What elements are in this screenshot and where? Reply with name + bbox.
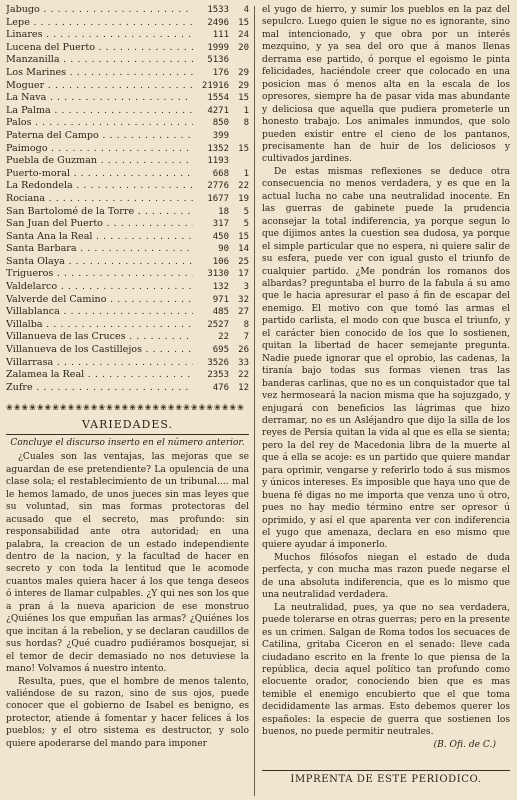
town-value: 5136 [207,55,229,66]
town-value: 2776 [207,181,229,192]
town-number: 33 [238,357,249,368]
town-name: Puebla de Guzman . . . [6,155,193,168]
town-name: Jabugo . . . [6,4,193,17]
town-name: Valdelarco . . . [6,281,193,294]
town-value: 21916 [201,80,229,91]
town-name: Villalba . . . [6,319,193,332]
town-number: 15 [238,143,249,154]
town-name: Puerto-moral . . . [6,168,193,181]
town-value: 111 [212,30,229,41]
table-row [6,4,249,17]
table-row [6,42,249,55]
town-number: 1 [243,168,249,179]
town-name: Trigueros . . . [6,268,193,281]
town-number: 29 [238,80,249,91]
town-name: Santa Ana la Real . . . [6,231,193,244]
town-name: Villarrasa . . . [6,357,193,370]
town-value: 2527 [207,319,229,330]
article-paragraph: Muchos filósofos niegan el estado de duda perfecta, y con mucha mas razon puede negarse el de una absoluta indiferencia, que es lo mismo que una neutralidad verdadera. [262,552,510,601]
table-row [6,369,249,382]
population-table [6,4,249,394]
town-number: 3 [243,282,249,293]
town-number: 20 [238,42,249,53]
table-row [6,319,249,332]
table-row [6,206,249,219]
town-value: 668 [212,168,229,179]
town-number: 12 [238,382,249,393]
table-row [6,143,249,156]
town-value: 1533 [207,5,229,15]
section-subtitle: Concluye el discurso inserto en el número anterior. [10,438,245,449]
column-rule [254,6,255,796]
town-number: 5 [243,219,249,230]
town-number: 25 [238,256,249,267]
town-number: 7 [243,332,249,343]
article-paragraph: De estas mismas reflexiones se deduce otra consecuencia no menos verdadera, y es que en la actual lucha no cabe una neutralidad inocente. En las guerras de gabinete puede la prudencia aconsejar la total indiferencia, ya porque segun lo que dijimos antes la cuestion sea dudosa, ya porque el simple particular que no espera, ni quiere salir de su esfera, puede ver con igual gusto el triunfo de cualquier partido. ¿Me pondrán los romanos dos albardas? preguntaba el burro de la fabula á su amo que le hacia apresurar el paso á fin de escapar del enemigo. El motivo con que tomó las armas el partido carlista, el modo con que busca el triunfo, y el carácter bien conocido de los que lo sostienen, quitan la libertad de hacer semejante pregunta. Nadie puede ignorar que el oprobio, las cadenas, la tiranía bajo todas sus formas vienen tras las banderas carlinas, que no es un conquistador que tal vez hermoseará la nacion misma que ha sojuzgado, y enjugará con beneficios las lágrimas que hizo derramar, no es un Asléjandro que dijo la silla de los reyes de Persia quitan la vida al que es ella se sienta; pero la del rey de Macedonia libra de la muerte al que á ella se acoje: es un partido que quiere mandar para oprimir, vengarse y referirlo todo á sus mismos y únicos intereses. Es imposible que haya uno que de buena fé digas no me importa que venza uno ú otro, pues no hay medio término entre ser opresor ú oprimido, y así el que aparenta ver con indiferencia el yugo que amenaza, declara en eso mismo que quiere ayudar á imponerlo. [262,166,510,551]
town-value: 90 [218,244,229,255]
article-paragraph: Resulta, pues, que el hombre de menos talento, valiéndose de su razon, sino de sus ojos, puede conocer que el gobierno de Isabel es benigno, es protector, atiende á fomentar y hacer felices á los pueblos; y el otro sistema es destructor, y solo quiere apoderarse del mando para imponer [6,676,249,749]
table-row [6,357,249,370]
town-number: 22 [238,181,249,192]
imprint-footer: IMPRENTA DE ESTE PERIODICO. [262,770,510,785]
town-name: Palos . . . [6,117,193,130]
town-value: 450 [212,231,229,242]
town-value: 971 [212,294,229,305]
town-value: 22 [218,332,229,343]
town-name: Manzanilla . . . [6,54,193,67]
section-title: VARIEDADES. [81,418,174,432]
town-number: 8 [243,319,249,330]
town-value: 1352 [207,143,229,154]
left-article-body [6,451,249,750]
article-paragraph: ¿Cuales son las ventajas, las mejoras que se aguardan de ese pretendiente? La opulencia de una clase sola; el restablecimiento de un tribunal.... mal le hemos lamado, de unos jueces sin mas leyes que su voluntad, sin mas formas protectoras del acusado que el secreto, mas profundo: sin responsabilidad ante otra autoridad; en una palabra, la creacion de un estado independiente dentro de la nacion, y la facultad de hacer en secreto y con toda la lentitud que le acomode cuantos males quiera hacer á los que tenga deseos ó interes de llamar culpables. ¿Y qui nes son los que a pran á la nueva aparicion de ese monstruo ¿Quiénes los que empuñan las armas? ¿Quiénes los que incitan á la rebelion, y se declaran caudillos de sus hordas? ¿Qué cuadro pudiéramos bosquejar, si el temor de decir demasiado no nos detuviese la mano! Volvamos á nuestro intento. [6,452,249,675]
town-value: 4271 [207,105,229,116]
town-number: 15 [238,93,249,104]
town-number: 27 [238,307,249,318]
town-value: 1193 [207,156,229,167]
town-name: Zufre . . . [6,382,193,395]
town-name: Villanueva de las Cruces . . . [6,331,193,344]
table-row [6,231,249,244]
town-value: 485 [212,307,229,318]
town-name: San Juan del Puerto . . . [6,218,193,231]
town-number: 32 [238,294,249,305]
town-name: Santa Barbara . . . [6,243,193,256]
town-number: 17 [238,269,249,280]
table-row [6,80,249,93]
town-value: 476 [212,382,229,393]
title-rule [6,434,249,435]
table-row [6,105,249,118]
table-row [6,67,249,80]
left-column [6,4,249,750]
table-row [6,168,249,181]
table-row [6,54,249,67]
town-value: 132 [212,282,229,293]
table-row [6,294,249,307]
town-name: Zalamea la Real . . . [6,369,193,382]
town-name: Moguer . . . [6,80,193,93]
town-number: 8 [243,118,249,129]
table-row [6,243,249,256]
town-value: 3526 [207,357,229,368]
town-value: 850 [212,118,229,129]
town-number: 15 [238,231,249,242]
town-name: Paterna del Campo . . . [6,130,193,143]
town-number: 19 [238,193,249,204]
right-column [262,4,510,751]
table-row [6,382,249,395]
table-row [6,92,249,105]
ornament-divider: ❀❀❀❀❀❀❀❀❀❀❀❀❀❀❀❀❀❀❀❀❀❀❀❀❀❀❀❀❀❀❀ [6,404,245,413]
town-name: La Nava . . . [6,92,193,105]
town-name: La Redondela . . . [6,180,193,193]
town-value: 106 [212,256,229,267]
town-value: 317 [212,219,229,230]
town-number: 26 [238,345,249,356]
town-name: Linares . . . [6,29,193,42]
town-name: Villanueva de los Castillejos . . . [6,344,193,357]
signature: (B. Ofi. de C.) [433,739,496,750]
town-value: 2353 [207,370,229,381]
town-name: Villablanca . . . [6,306,193,319]
town-name: Santa Olaya . . . [6,256,193,269]
table-row [6,306,249,319]
table-row [6,193,249,206]
town-number: 22 [238,370,249,381]
table-row [6,281,249,294]
town-number: 15 [238,17,249,28]
right-article-body [262,4,510,739]
town-value: 2496 [207,17,229,28]
town-name: San Bartolomé de la Torre . . . [6,206,193,219]
town-number: 5 [243,206,249,217]
town-name: Paimogo . . . [6,143,193,156]
town-name: Los Marines . . . [6,67,193,80]
town-number: 14 [238,244,249,255]
town-name: Valverde del Camino . . . [6,294,193,307]
town-name: Lucena del Puerto . . . [6,42,193,55]
table-row [6,29,249,42]
table-row [6,155,249,168]
town-number: 29 [238,67,249,78]
table-row [6,256,249,269]
article-paragraph: el yugo de hierro, y sumir los pueblos en la paz del sepulcro. Luego quien le sigue no es ignorante, sino mal intencionado, y que obra por un interés mezquino, y ya sea del oro que á manos llenas derrama ese partido, ó porque el egoismo le pinta felicidades, haciéndole creer que colocado en una posicion mas ó menos alta en la escala de los opresores, siempre ha de pasar vida mas abundante y deliciosa que aquella que pudiera prometerle un honesto trabajo. Los animales inmundos, que solo pueden existir entre el cieno de los pantanos, precisamente han de huir de los deliciosos y cultivados jardines. [262,5,510,165]
town-number: 1 [243,105,249,116]
table-row [6,17,249,30]
article-paragraph: La neutralidad, pues, ya que no sea verdadera, puede tolerarse en otras guerras; pero en la presente es un crimen. Salgan de Roma todos los secuaces de Catilina, gritaba Ciceron en el senado: lleve cada ciudadano escrito en la frente lo que piensa de la república, decia aquel político tan profundo como elocuente orador, conociendo bien que es mas temible el enemigo encubierto que el que toma decididamente las armas. Esto debemos querer los españoles: la especie de guerra que sostienen los buenos, no puede permitir neutrales. [262,602,510,738]
town-value: 3130 [207,269,229,280]
town-value: 399 [212,130,229,141]
table-row [6,268,249,281]
town-value: 1554 [207,93,229,104]
table-row [6,130,249,143]
town-name: Rociana . . . [6,193,193,206]
table-row [6,180,249,193]
town-value: 18 [218,206,229,217]
town-value: 1999 [207,42,229,53]
table-row [6,344,249,357]
table-row [6,218,249,231]
table-row [6,331,249,344]
town-value: 695 [212,345,229,356]
town-name: Lepe . . . [6,17,193,30]
town-number: 24 [238,30,249,41]
town-number: 4 [243,5,249,15]
town-value: 1677 [207,193,229,204]
town-name: La Palma . . . [6,105,193,118]
town-value: 176 [212,67,229,78]
table-row [6,117,249,130]
